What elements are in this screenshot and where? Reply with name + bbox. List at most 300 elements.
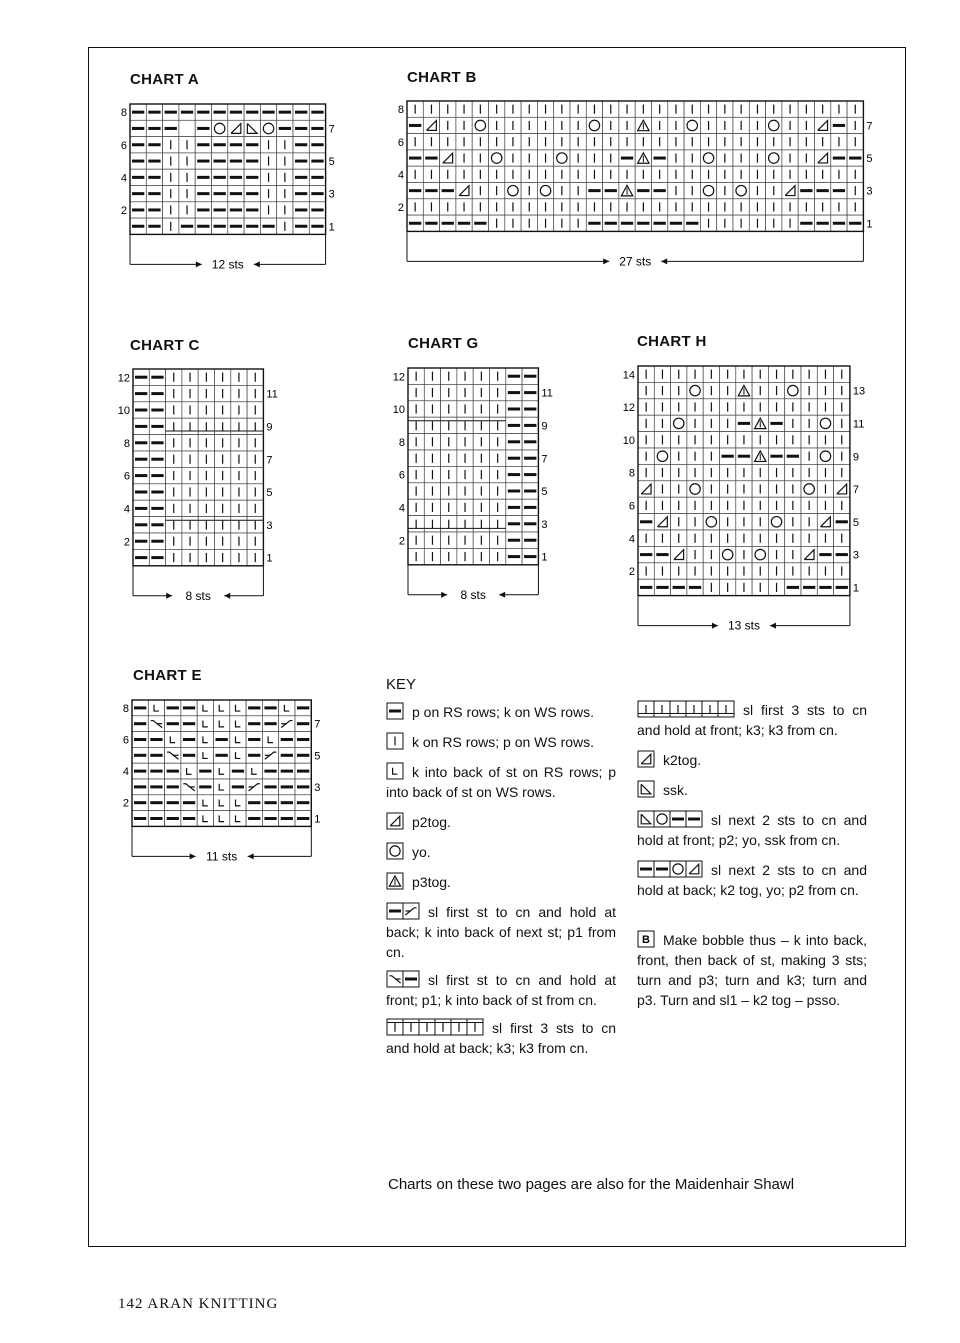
stitch-cell bbox=[752, 464, 768, 480]
stitch-cell bbox=[408, 516, 424, 532]
stitch-cell bbox=[703, 448, 719, 464]
stitch-cell bbox=[423, 150, 439, 166]
stitch-cell bbox=[684, 150, 700, 166]
stitch-cell bbox=[182, 369, 198, 385]
p3tog-icon bbox=[386, 872, 404, 890]
stitch-cell bbox=[456, 183, 472, 199]
row-number-right: 1 bbox=[314, 813, 321, 826]
stitch-cell bbox=[231, 533, 247, 549]
row-number-right: 1 bbox=[266, 552, 273, 565]
stitch-cell bbox=[440, 166, 456, 182]
stitch-cell bbox=[473, 548, 489, 564]
stitch-cell bbox=[506, 516, 522, 532]
stitch-cell bbox=[295, 779, 311, 795]
stitch-cell bbox=[130, 186, 146, 202]
stitch-cell bbox=[522, 384, 538, 400]
stitch-cell bbox=[635, 183, 651, 199]
stitch-cell bbox=[473, 483, 489, 499]
stitch-cell bbox=[619, 215, 635, 231]
stitch-cell bbox=[522, 417, 538, 433]
row-number-left: 4 bbox=[122, 766, 129, 779]
stitch-cell bbox=[570, 101, 586, 117]
stitch-cell bbox=[148, 716, 164, 732]
stitch-cell bbox=[148, 747, 164, 763]
stitch-cell bbox=[834, 415, 850, 431]
stitch-cell bbox=[279, 763, 295, 779]
stitch-cell bbox=[766, 166, 782, 182]
stitch-cell bbox=[163, 186, 179, 202]
stitch-cell bbox=[720, 497, 736, 513]
stitch-cell bbox=[703, 382, 719, 398]
stitch-cell bbox=[603, 150, 619, 166]
row-number-left: 2 bbox=[120, 205, 127, 218]
stitch-cell bbox=[505, 101, 521, 117]
ssk-icon bbox=[637, 780, 655, 798]
stitch-cell bbox=[671, 497, 687, 513]
stitch-cell bbox=[654, 464, 670, 480]
stitch-cell bbox=[212, 218, 228, 234]
stitch-cell bbox=[228, 186, 244, 202]
stitch-cell bbox=[801, 579, 817, 595]
stitch-cell bbox=[782, 199, 798, 215]
stitch-cell bbox=[521, 117, 537, 133]
stitch-cell bbox=[720, 366, 736, 382]
stitch-cell bbox=[752, 579, 768, 595]
stitch-cell bbox=[635, 215, 651, 231]
stitch-cell bbox=[668, 117, 684, 133]
stitch-cell bbox=[652, 166, 668, 182]
stitch-cell bbox=[195, 169, 211, 185]
stitch-cell bbox=[684, 166, 700, 182]
stitch-cell bbox=[700, 101, 716, 117]
stitch-cell bbox=[619, 134, 635, 150]
stitch-cell bbox=[521, 215, 537, 231]
stitch-cell bbox=[244, 169, 260, 185]
stitch-cell bbox=[717, 134, 733, 150]
stitch-cell bbox=[506, 401, 522, 417]
stitch-cell bbox=[749, 215, 765, 231]
stitch-cell bbox=[554, 166, 570, 182]
stitch-cell bbox=[847, 215, 863, 231]
stitch-cell bbox=[228, 104, 244, 120]
stitch-cell bbox=[506, 532, 522, 548]
stitch-cell bbox=[440, 215, 456, 231]
stitch-cell bbox=[847, 134, 863, 150]
stitch-cell bbox=[522, 532, 538, 548]
stitch-cell bbox=[766, 183, 782, 199]
stitch-cell bbox=[132, 716, 148, 732]
stitch-cell bbox=[457, 450, 473, 466]
stitch-cell bbox=[179, 104, 195, 120]
stitch-cell bbox=[603, 215, 619, 231]
stitch-cell bbox=[687, 399, 703, 415]
stitch-cell bbox=[197, 779, 213, 795]
stitch-cell bbox=[554, 215, 570, 231]
stitch-cell bbox=[246, 763, 262, 779]
stitch-cell bbox=[671, 546, 687, 562]
stitch-cell bbox=[424, 516, 440, 532]
stitch-cell bbox=[703, 579, 719, 595]
stitch-cell bbox=[652, 199, 668, 215]
stitch-cell bbox=[407, 134, 423, 150]
stitch-cell bbox=[214, 763, 230, 779]
stitch-cell bbox=[703, 415, 719, 431]
row-number-right: 3 bbox=[541, 518, 548, 531]
stitch-cell bbox=[212, 153, 228, 169]
stitch-cell bbox=[182, 435, 198, 451]
stitch-cell bbox=[179, 169, 195, 185]
stitch-cell bbox=[309, 120, 325, 136]
stitch-cell bbox=[195, 202, 211, 218]
stitch-cell bbox=[506, 368, 522, 384]
stitch-cell bbox=[736, 546, 752, 562]
stitch-cell bbox=[457, 516, 473, 532]
stitch-cell bbox=[130, 169, 146, 185]
stitch-cell bbox=[817, 399, 833, 415]
row-number-left: 14 bbox=[622, 369, 635, 382]
stitch-cell bbox=[133, 484, 149, 500]
stitch-cell bbox=[586, 101, 602, 117]
stitch-cell bbox=[785, 415, 801, 431]
stitch-cell bbox=[130, 137, 146, 153]
stitch-cell bbox=[505, 166, 521, 182]
stitch-cell bbox=[603, 134, 619, 150]
stitch-cell bbox=[671, 579, 687, 595]
row-number-right: 9 bbox=[266, 421, 273, 434]
stitch-cell bbox=[295, 716, 311, 732]
stitch-cell bbox=[146, 104, 162, 120]
row-number-left: 8 bbox=[120, 107, 127, 120]
stitch-cell bbox=[457, 384, 473, 400]
stitch-cell bbox=[700, 199, 716, 215]
key-entry-text: sl first st to cn and hold at front; p1; k into back of st from cn. bbox=[386, 972, 616, 1008]
stitch-cell bbox=[752, 382, 768, 398]
chart-h-title: CHART H bbox=[637, 333, 707, 350]
stitch-cell bbox=[733, 117, 749, 133]
stitch-cell bbox=[537, 134, 553, 150]
stitch-cell bbox=[801, 448, 817, 464]
stitch-cell bbox=[638, 415, 654, 431]
stitch-cell bbox=[603, 183, 619, 199]
key-entry-cable-2-back bbox=[386, 902, 616, 962]
stitch-cell bbox=[262, 700, 278, 716]
stitch-cell bbox=[570, 199, 586, 215]
stitch-cell bbox=[132, 811, 148, 827]
stitch-cell bbox=[230, 795, 246, 811]
stitch-cell bbox=[423, 166, 439, 182]
stitch-cell bbox=[277, 137, 293, 153]
stitch-cell bbox=[798, 101, 814, 117]
row-number-right: 3 bbox=[328, 188, 335, 201]
stitch-cell bbox=[506, 499, 522, 515]
stitch-cell bbox=[165, 795, 181, 811]
stitch-cell bbox=[130, 202, 146, 218]
stitch-cell bbox=[456, 166, 472, 182]
stitch-cell bbox=[817, 497, 833, 513]
stitch-cell bbox=[440, 150, 456, 166]
stitch-cell bbox=[246, 811, 262, 827]
stitch-cell bbox=[671, 530, 687, 546]
stitch-cell bbox=[228, 153, 244, 169]
stitch-cell bbox=[684, 134, 700, 150]
stitch-cell bbox=[247, 549, 263, 565]
stitch-cell bbox=[408, 532, 424, 548]
stitch-cell bbox=[801, 415, 817, 431]
stitch-cell bbox=[247, 435, 263, 451]
stitch-cell bbox=[490, 516, 506, 532]
stitch-cell bbox=[736, 481, 752, 497]
stitch-cell bbox=[457, 417, 473, 433]
stitch-cell bbox=[179, 186, 195, 202]
row-number-right: 3 bbox=[866, 185, 873, 198]
stitch-cell bbox=[490, 401, 506, 417]
stitch-cell bbox=[717, 101, 733, 117]
stitch-cell bbox=[749, 150, 765, 166]
stitch-cell bbox=[182, 549, 198, 565]
stitch-cell bbox=[472, 199, 488, 215]
stitch-cell bbox=[166, 484, 182, 500]
stitch-cell bbox=[687, 481, 703, 497]
stitch-cell bbox=[654, 530, 670, 546]
stitch-cell bbox=[228, 218, 244, 234]
row-number-right: 5 bbox=[541, 486, 548, 499]
stitch-cell bbox=[231, 435, 247, 451]
stitch-cell bbox=[473, 417, 489, 433]
key-entry-cable-2-front bbox=[386, 970, 616, 1010]
stitch-cell bbox=[554, 183, 570, 199]
key-entry-text: Make bobble thus – k into back, front, then back of st, making 3 sts; turn and p3; turn and k3; turn and p3. Turn and sl1 – k2 tog – psso. bbox=[637, 932, 867, 1008]
stitch-cell bbox=[768, 497, 784, 513]
stitch-cell bbox=[785, 497, 801, 513]
stitch-cell bbox=[671, 464, 687, 480]
stitch-cell bbox=[749, 134, 765, 150]
stitch-cell bbox=[166, 369, 182, 385]
stitch-cell bbox=[182, 418, 198, 434]
stitch-cell bbox=[277, 202, 293, 218]
stitch-cell bbox=[815, 183, 831, 199]
stitch-cell bbox=[817, 464, 833, 480]
stitch-cell bbox=[279, 747, 295, 763]
stitch-cell bbox=[603, 199, 619, 215]
stitch-cell bbox=[619, 101, 635, 117]
stitch-cell bbox=[652, 150, 668, 166]
stitch-cell bbox=[472, 166, 488, 182]
stitch-cell bbox=[262, 779, 278, 795]
stitch-cell bbox=[603, 117, 619, 133]
stitch-cell bbox=[472, 134, 488, 150]
stitch-cell bbox=[537, 150, 553, 166]
stitch-cell bbox=[215, 369, 231, 385]
stitch-cell bbox=[717, 166, 733, 182]
stitch-cell bbox=[834, 530, 850, 546]
stitch-cell bbox=[293, 202, 309, 218]
stitch-cell bbox=[407, 166, 423, 182]
stitch-cell bbox=[423, 215, 439, 231]
stitch-cell bbox=[785, 481, 801, 497]
stitch-cell bbox=[700, 134, 716, 150]
stitch-cell bbox=[834, 563, 850, 579]
stitch-cell bbox=[215, 418, 231, 434]
stitch-cell bbox=[652, 183, 668, 199]
stitch-cell bbox=[148, 811, 164, 827]
stitch-cell bbox=[749, 101, 765, 117]
key-entry-text: p on RS rows; k on WS rows. bbox=[412, 704, 595, 720]
stitch-cell bbox=[703, 546, 719, 562]
stitch-cell bbox=[798, 215, 814, 231]
stitch-cell bbox=[490, 548, 506, 564]
key-entry-cross-4-back bbox=[637, 860, 867, 900]
stitch-cell bbox=[736, 366, 752, 382]
stitch-cell bbox=[441, 368, 457, 384]
stitch-cell bbox=[782, 134, 798, 150]
row-number-right: 7 bbox=[266, 454, 273, 467]
stitch-cell bbox=[262, 716, 278, 732]
row-number-right: 5 bbox=[266, 487, 273, 500]
stitch-cell bbox=[247, 484, 263, 500]
stitch-cell bbox=[603, 101, 619, 117]
stitch-cell bbox=[228, 202, 244, 218]
stitch-cell bbox=[132, 732, 148, 748]
stitch-cell bbox=[309, 153, 325, 169]
row-number-right: 3 bbox=[266, 519, 273, 532]
stitch-cell bbox=[166, 402, 182, 418]
stitch-cell bbox=[130, 218, 146, 234]
stitch-cell bbox=[506, 434, 522, 450]
stitch-cell bbox=[703, 399, 719, 415]
stitch-cell bbox=[654, 497, 670, 513]
stitch-cell bbox=[768, 448, 784, 464]
stitch-cell bbox=[847, 150, 863, 166]
stitch-cell bbox=[198, 369, 214, 385]
stitch-cell bbox=[215, 500, 231, 516]
row-number-left: 6 bbox=[398, 469, 405, 482]
stitch-cell bbox=[768, 366, 784, 382]
stitch-cell bbox=[408, 384, 424, 400]
row-number-left: 2 bbox=[397, 202, 404, 215]
key-entry-text: sl next 2 sts to cn and hold at back; k2 tog, yo; p2 from cn. bbox=[637, 862, 867, 898]
row-number-right: 1 bbox=[866, 218, 873, 231]
stitch-cell bbox=[133, 500, 149, 516]
stitch-cell bbox=[798, 166, 814, 182]
bobble-icon bbox=[637, 930, 655, 948]
stitch-cell bbox=[619, 166, 635, 182]
stitch-cell bbox=[181, 747, 197, 763]
stitch-cell bbox=[214, 732, 230, 748]
stitch-cell bbox=[736, 382, 752, 398]
row-number-right: 11 bbox=[266, 388, 278, 401]
row-number-right: 9 bbox=[541, 420, 548, 433]
stitch-cell bbox=[815, 101, 831, 117]
stitch-cell bbox=[654, 563, 670, 579]
stitch-cell bbox=[198, 418, 214, 434]
stitch-cell bbox=[817, 481, 833, 497]
stitch-cell bbox=[752, 530, 768, 546]
key-entry-text: k into back of st on RS rows; p into back of st on WS rows. bbox=[386, 764, 616, 800]
stitch-cell bbox=[736, 464, 752, 480]
stitch-cell bbox=[457, 548, 473, 564]
stitch-cell bbox=[230, 779, 246, 795]
stitch-cell bbox=[262, 747, 278, 763]
stitch-cell bbox=[635, 117, 651, 133]
stitch-cell bbox=[165, 716, 181, 732]
stitch-cell bbox=[133, 467, 149, 483]
stitch-cell bbox=[521, 199, 537, 215]
stitch-cell bbox=[671, 448, 687, 464]
stitch-cell bbox=[277, 104, 293, 120]
stitch-cell bbox=[554, 150, 570, 166]
stitch-cell bbox=[309, 169, 325, 185]
row-number-right: 1 bbox=[541, 551, 548, 564]
stitch-cell bbox=[244, 137, 260, 153]
stitch-cell bbox=[163, 169, 179, 185]
stitch-cell bbox=[668, 101, 684, 117]
stitch-cell bbox=[149, 418, 165, 434]
stitch-cell bbox=[752, 448, 768, 464]
stitch-cell bbox=[277, 218, 293, 234]
stitch-cell bbox=[687, 464, 703, 480]
stitch-cell bbox=[215, 435, 231, 451]
key-entry-text: yo. bbox=[412, 844, 431, 860]
stitch-cell bbox=[831, 215, 847, 231]
stitch-cell bbox=[293, 153, 309, 169]
stitch-cell bbox=[638, 579, 654, 595]
stitch-cell bbox=[197, 747, 213, 763]
stitch-cell bbox=[215, 402, 231, 418]
stitch-cell bbox=[586, 166, 602, 182]
key-entry-text: sl first 3 sts to cn and hold at front; k3; k3 from cn. bbox=[637, 702, 867, 738]
stitch-cell bbox=[785, 432, 801, 448]
stitch-cell bbox=[197, 763, 213, 779]
stitch-cell bbox=[671, 415, 687, 431]
stitch-cell bbox=[279, 732, 295, 748]
stitch-cell bbox=[489, 215, 505, 231]
stitch-cell bbox=[179, 218, 195, 234]
stitch-cell bbox=[215, 451, 231, 467]
stitch-cell bbox=[638, 497, 654, 513]
stitch-cell bbox=[133, 385, 149, 401]
stitch-cell bbox=[247, 533, 263, 549]
stitch-cell bbox=[801, 399, 817, 415]
row-number-left: 8 bbox=[122, 702, 129, 715]
stitch-cell bbox=[785, 579, 801, 595]
stitch-cell bbox=[815, 117, 831, 133]
key-entry-text: k on RS rows; p on WS rows. bbox=[412, 734, 595, 750]
stitch-cell bbox=[834, 481, 850, 497]
stitch-cell bbox=[720, 382, 736, 398]
stitch-cell bbox=[260, 218, 276, 234]
stitch-cell bbox=[785, 448, 801, 464]
stitch-cell bbox=[181, 716, 197, 732]
stitch-cell bbox=[231, 369, 247, 385]
stitch-cell bbox=[244, 120, 260, 136]
key-title: KEY bbox=[386, 676, 417, 693]
row-number-right: 7 bbox=[866, 120, 873, 133]
stitch-cell bbox=[766, 101, 782, 117]
stitch-cell bbox=[166, 500, 182, 516]
stitch-cell bbox=[700, 183, 716, 199]
stitch-cell bbox=[652, 134, 668, 150]
yo-icon bbox=[386, 842, 404, 860]
stitch-cell bbox=[687, 530, 703, 546]
key-entry-ssk bbox=[637, 780, 867, 800]
row-number-left: 4 bbox=[123, 503, 130, 516]
stitch-cell bbox=[638, 382, 654, 398]
stitch-cell bbox=[506, 466, 522, 482]
stitch-cell bbox=[260, 169, 276, 185]
stitch-cell bbox=[785, 464, 801, 480]
stitch-cell bbox=[847, 101, 863, 117]
stitch-cell bbox=[785, 366, 801, 382]
